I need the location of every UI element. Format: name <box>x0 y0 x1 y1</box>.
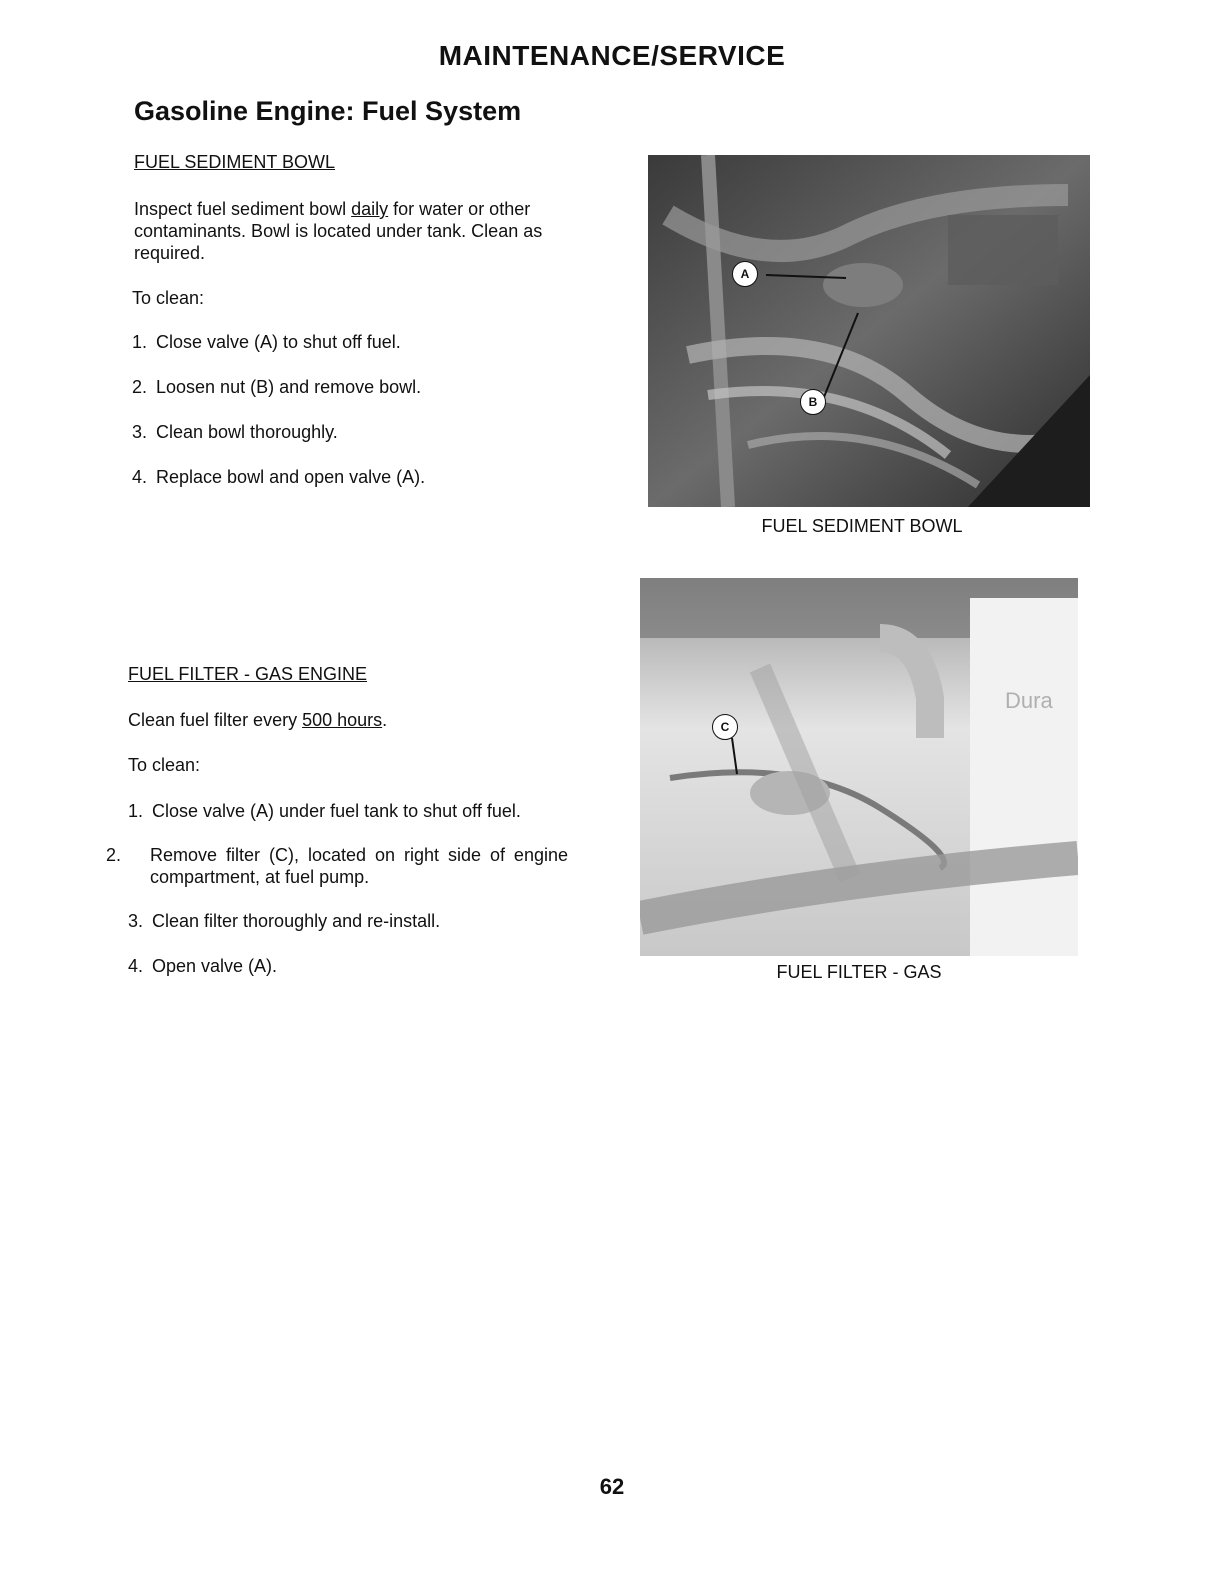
step-text: Clean filter thoroughly and re-install. <box>152 911 441 931</box>
filter-heading: FUEL FILTER - GAS ENGINE <box>128 664 368 684</box>
step-number: 3. <box>132 422 148 442</box>
callout-b: B <box>800 389 826 415</box>
step-text: Replace bowl and open valve (A). <box>156 467 426 487</box>
page-title: MAINTENANCE/SERVICE <box>438 40 786 71</box>
sediment-bowl-photo <box>648 155 1090 507</box>
sediment-step-3 <box>132 421 338 443</box>
filter-to-clean: To clean: <box>128 755 201 775</box>
filter-intro-emphasis: 500 hours <box>302 710 383 730</box>
sediment-bowl-caption: FUEL SEDIMENT BOWL <box>761 516 963 536</box>
filter-step-2 <box>106 844 568 888</box>
step-number: 3. <box>128 911 144 931</box>
step-text: Clean bowl thoroughly. <box>156 422 338 442</box>
sediment-step-1 <box>132 331 401 353</box>
filter-brand-label: Dura <box>1005 688 1053 713</box>
callout-a: A <box>732 261 758 287</box>
sediment-intro <box>134 198 584 264</box>
filter-intro <box>128 709 578 731</box>
step-text: Loosen nut (B) and remove bowl. <box>156 377 422 397</box>
step-text: Close valve (A) under fuel tank to shut off fuel. <box>152 801 521 821</box>
step-number: 2. <box>132 377 148 397</box>
filter-intro-prefix: Clean fuel filter every <box>128 710 303 730</box>
sediment-intro-prefix: Inspect fuel sediment bowl <box>134 199 352 219</box>
page-number: 62 <box>599 1474 625 1499</box>
sediment-intro-suffix: for water or other contaminants. Bowl is located under tank. Clean as required. <box>134 199 543 263</box>
step-number: 4. <box>128 956 144 976</box>
fuel-filter-caption: FUEL FILTER - GAS <box>776 962 942 982</box>
step-text: Remove filter (C), located on right side of engine compartment, at fuel pump. <box>150 845 568 887</box>
sediment-heading: FUEL SEDIMENT BOWL <box>134 152 336 172</box>
sediment-to-clean: To clean: <box>132 288 205 308</box>
step-number: 4. <box>132 467 148 487</box>
fuel-filter-photo <box>640 578 1078 956</box>
step-text: Close valve (A) to shut off fuel. <box>156 332 401 352</box>
filter-step-4 <box>128 955 568 977</box>
sediment-step-2 <box>132 376 421 398</box>
filter-intro-suffix: . <box>382 710 388 730</box>
sediment-step-4 <box>132 466 425 488</box>
sediment-intro-emphasis: daily <box>351 199 389 219</box>
step-number: 1. <box>128 801 144 821</box>
step-number: 1. <box>132 332 148 352</box>
filter-step-3 <box>128 910 568 932</box>
callout-c: C <box>712 714 738 740</box>
step-text: Open valve (A). <box>152 956 278 976</box>
section-title: Gasoline Engine: Fuel System <box>134 96 522 126</box>
filter-step-1 <box>128 800 568 822</box>
step-number: 2. <box>106 845 122 865</box>
fuel-filter-illustration <box>640 578 1078 956</box>
sediment-bowl-illustration <box>648 155 1090 507</box>
